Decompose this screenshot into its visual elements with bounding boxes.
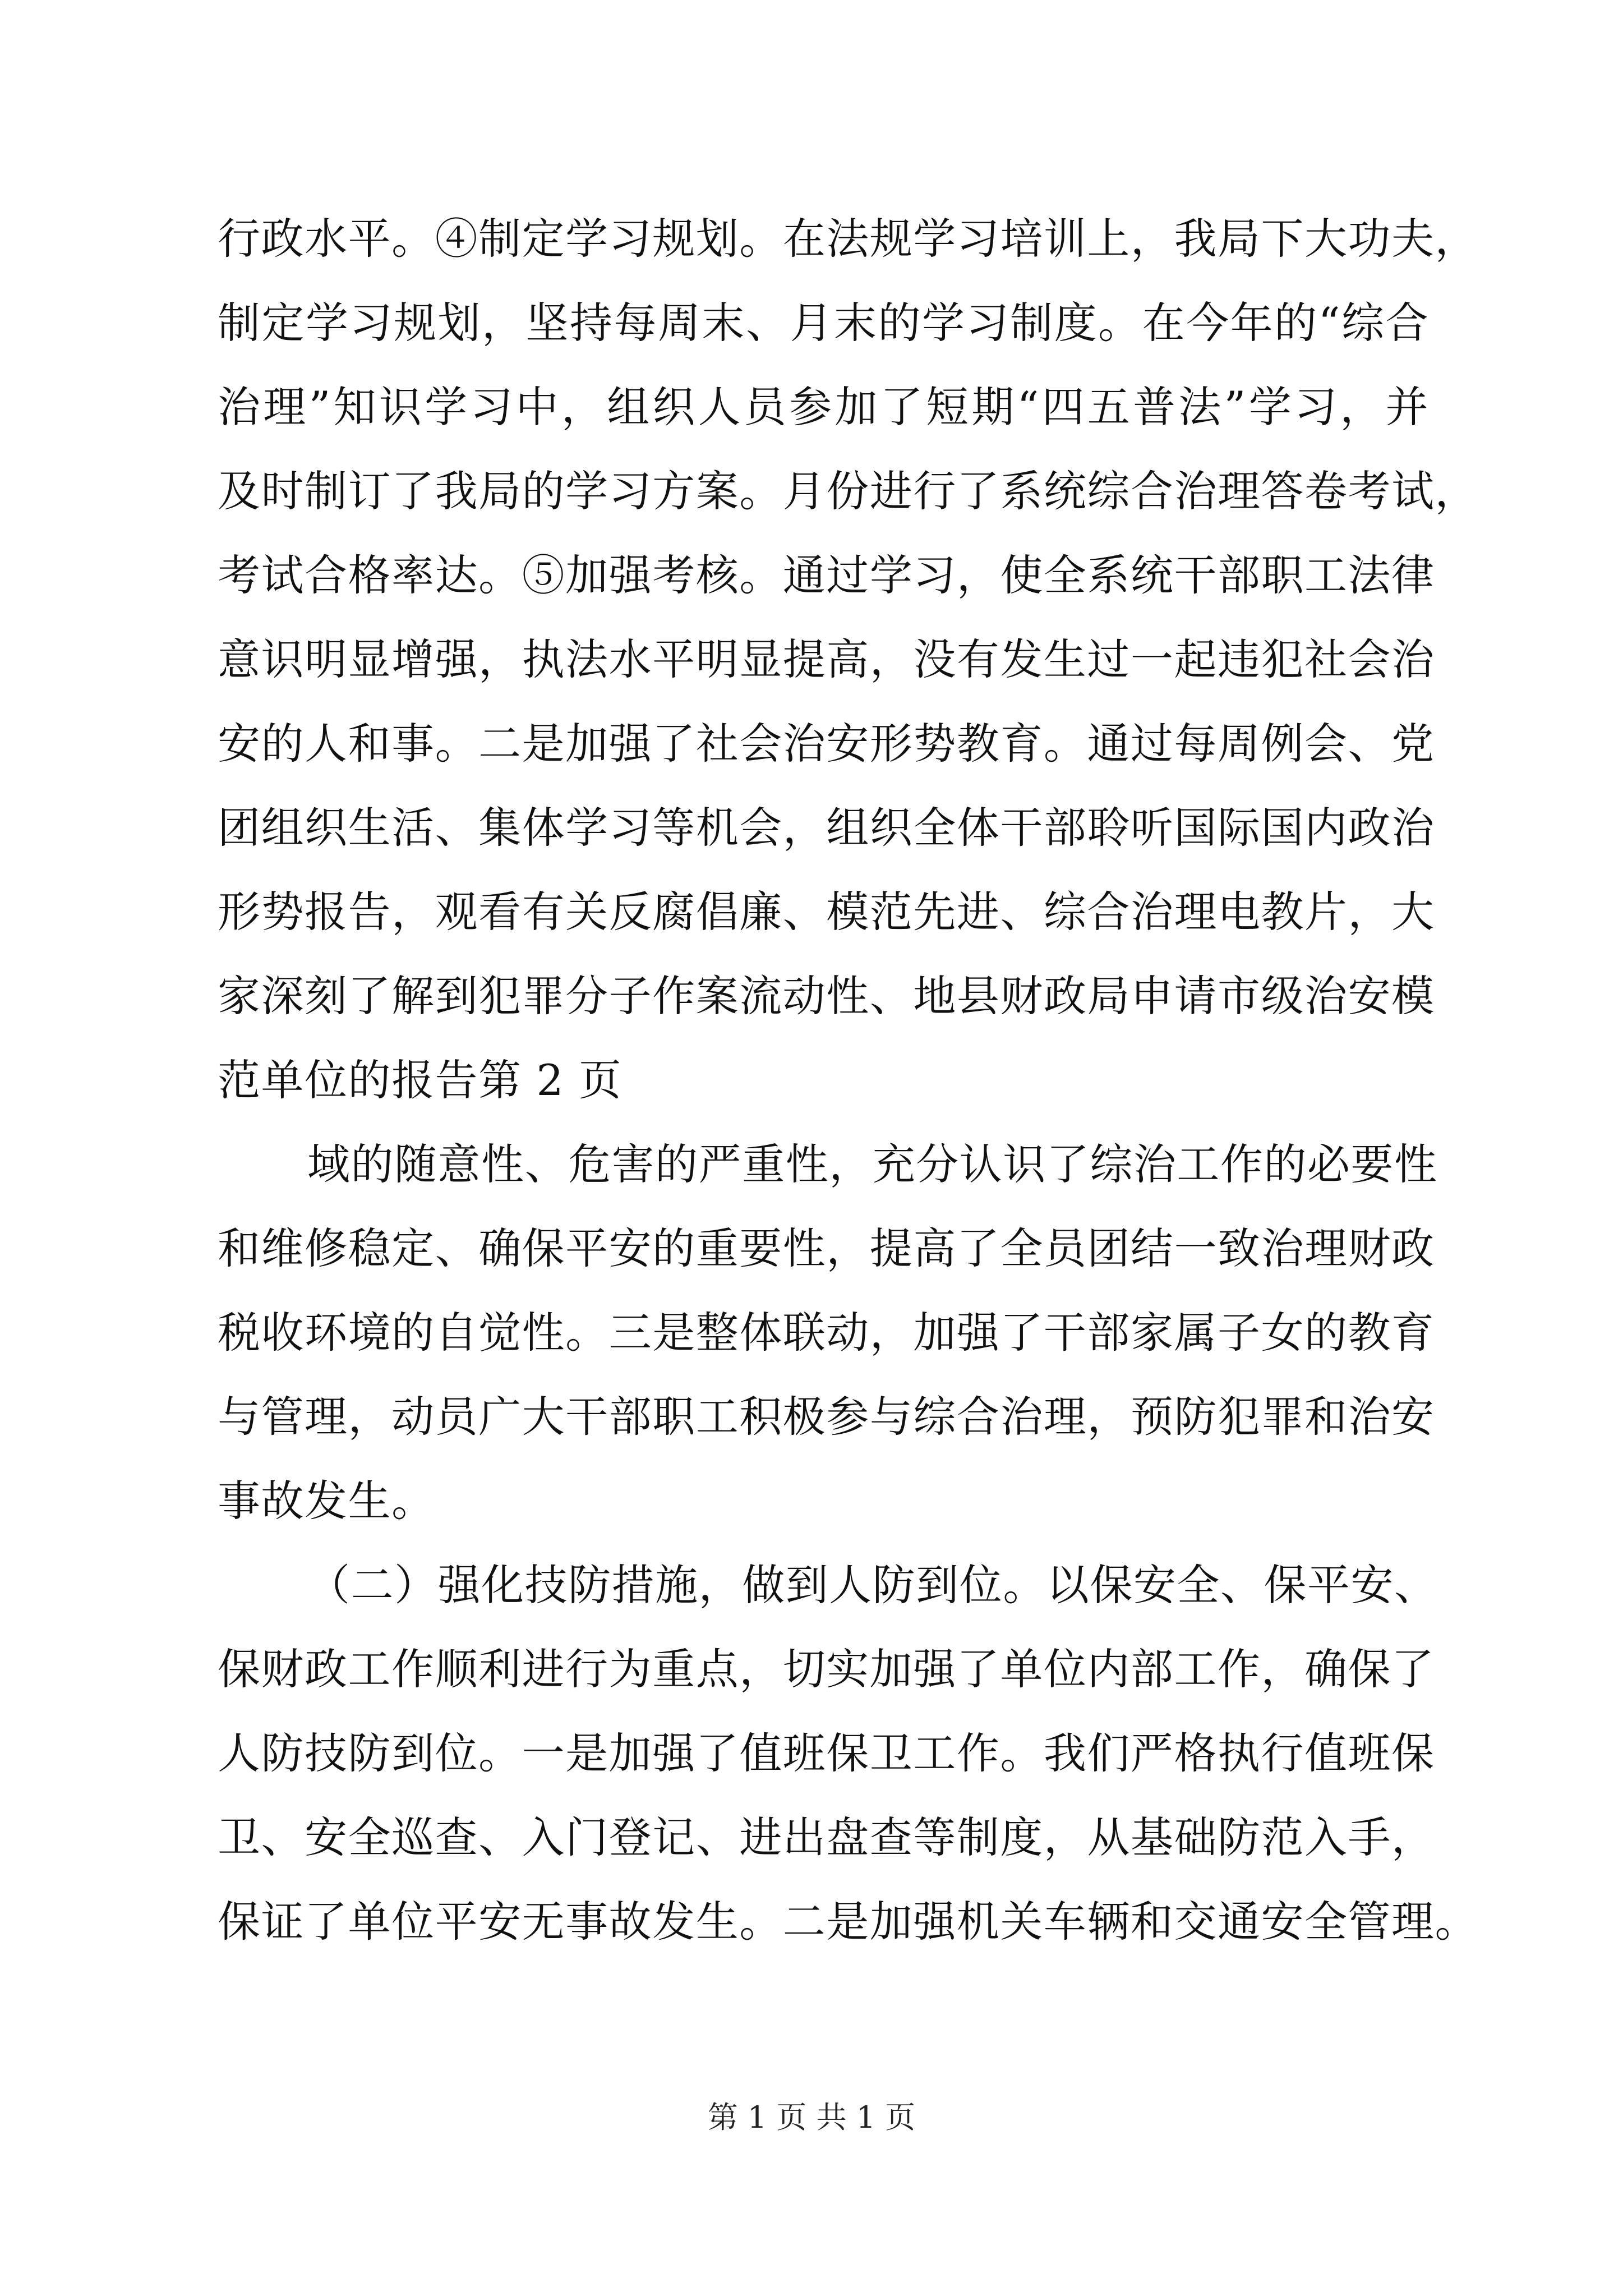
body-text-line: 意识明显增强，执法水平明显提高，没有发生过一起违犯社会治 — [218, 634, 1435, 684]
body-text-line: 与管理，动员广大干部职工积极参与综合治理，预防犯罪和治安 — [218, 1392, 1435, 1442]
body-text-line: 制定学习规划，坚持每周末、月末的学习制度。在今年的“综合 — [218, 298, 1429, 348]
body-text-line: 事故发生。 — [218, 1476, 435, 1526]
body-text-line: 形势报告，观看有关反腐倡廉、模范先进、综合治理电教片，大 — [218, 887, 1435, 937]
body-text-line: 和维修稳定、确保平安的重要性，提高了全员团结一致治理财政 — [218, 1223, 1435, 1273]
body-text-line: 人防技防到位。一是加强了值班保卫工作。我们严格执行值班保 — [218, 1728, 1435, 1778]
page-footer: 第 1 页 共 1 页 — [707, 2100, 916, 2135]
section-heading-line: （二）强化技防措施，做到人防到位。以保安全、保平安、 — [307, 1560, 1438, 1610]
body-text-line: 家深刻了解到犯罪分子作案流动性、地县财政局申请市级治安模 — [218, 971, 1435, 1021]
body-text-line: 保财政工作顺利进行为重点，切实加强了单位内部工作，确保了 — [218, 1644, 1435, 1694]
body-text-line: 行政水平。④制定学习规划。在法规学习培训上，我局下大功夫， — [218, 214, 1479, 264]
body-text-line: 考试合格率达。⑤加强考核。通过学习，使全系统干部职工法律 — [218, 550, 1435, 600]
paragraph-first-line: 域的随意性、危害的严重性，充分认识了综治工作的必要性 — [307, 1139, 1438, 1189]
body-text-line: 保证了单位平安无事故发生。二是加强机关车辆和交通安全管理。 — [218, 1897, 1479, 1947]
body-text-line: 税收环境的自觉性。三是整体联动，加强了干部家属子女的教育 — [218, 1308, 1435, 1358]
body-text-line: 及时制订了我局的学习方案。月份进行了系统综合治理答卷考试， — [218, 466, 1479, 516]
body-text-line: 治理”知识学习中，组织人员参加了短期“四五普法”学习，并 — [218, 382, 1429, 432]
body-text-line: 团组织生活、集体学习等机会，组织全体干部聆听国际国内政治 — [218, 803, 1435, 853]
body-text-line: 安的人和事。二是加强了社会治安形势教育。通过每周例会、党 — [218, 719, 1435, 769]
body-text-line: 卫、安全巡查、入门登记、进出盘查等制度，从基础防范入手， — [218, 1812, 1435, 1862]
body-text-line: 范单位的报告第 2 页 — [218, 1055, 623, 1105]
